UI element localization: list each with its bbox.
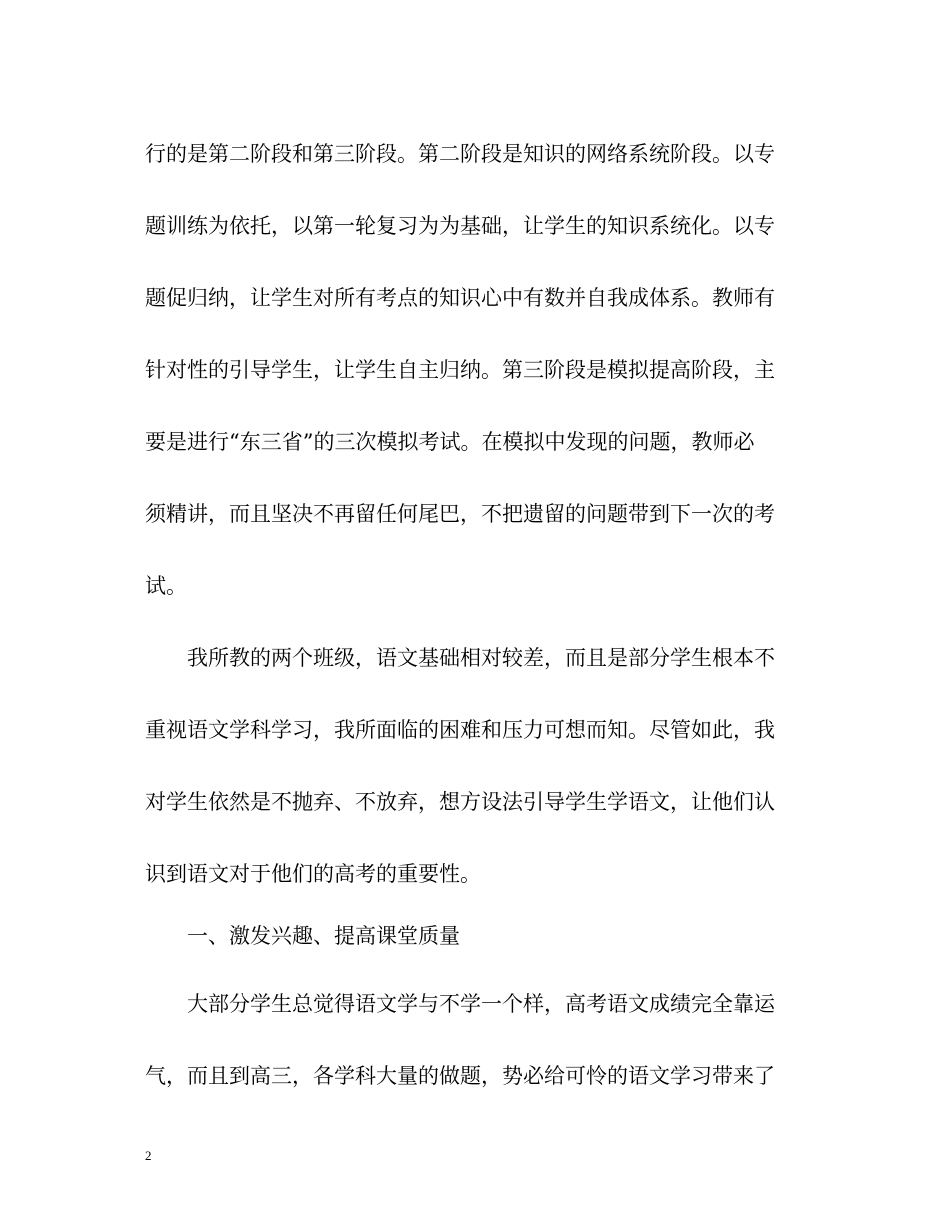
text-line: 题训练为依托，以第一轮复习为为基础，让学生的知识系统化。以专 xyxy=(145,214,775,238)
text-line: 题促归纳，让学生对所有考点的知识心中有数并自我成体系。教师有 xyxy=(145,286,775,310)
paragraph-start-line: 我所教的两个班级，语文基础相对较差，而且是部分学生根本不 xyxy=(187,646,775,670)
text-line: 针对性的引导学生，让学生自主归纳。第三阶段是模拟提高阶段，主 xyxy=(145,358,775,382)
text-line: 重视语文学科学习，我所面临的困难和压力可想而知。尽管如此，我 xyxy=(145,718,775,742)
text-line: 试。 xyxy=(145,574,187,598)
paragraph-start-line: 大部分学生总觉得语文学与不学一个样，高考语文成绩完全靠运 xyxy=(187,992,775,1016)
body-text xyxy=(145,118,805,1112)
text-line: 行的是第二阶段和第三阶段。第二阶段是知识的网络系统阶段。以专 xyxy=(145,142,775,166)
text-line: 气，而且到高三，各学科大量的做题，势必给可怜的语文学习带来了 xyxy=(145,1064,775,1088)
text-line: 识到语文对于他们的高考的重要性。 xyxy=(145,862,481,886)
section-heading: 一、激发兴趣、提高课堂质量 xyxy=(187,924,460,948)
page-number: 2 xyxy=(145,1148,152,1163)
text-line: 须精讲，而且坚决不再留任何尾巴，不把遗留的问题带到下一次的考 xyxy=(145,502,775,526)
text-line: 对学生依然是不抛弃、不放弃，想方设法引导学生学语文，让他们认 xyxy=(145,790,775,814)
text-line: 要是进行“东三省”的三次模拟考试。在模拟中发现的问题，教师必 xyxy=(145,430,755,454)
